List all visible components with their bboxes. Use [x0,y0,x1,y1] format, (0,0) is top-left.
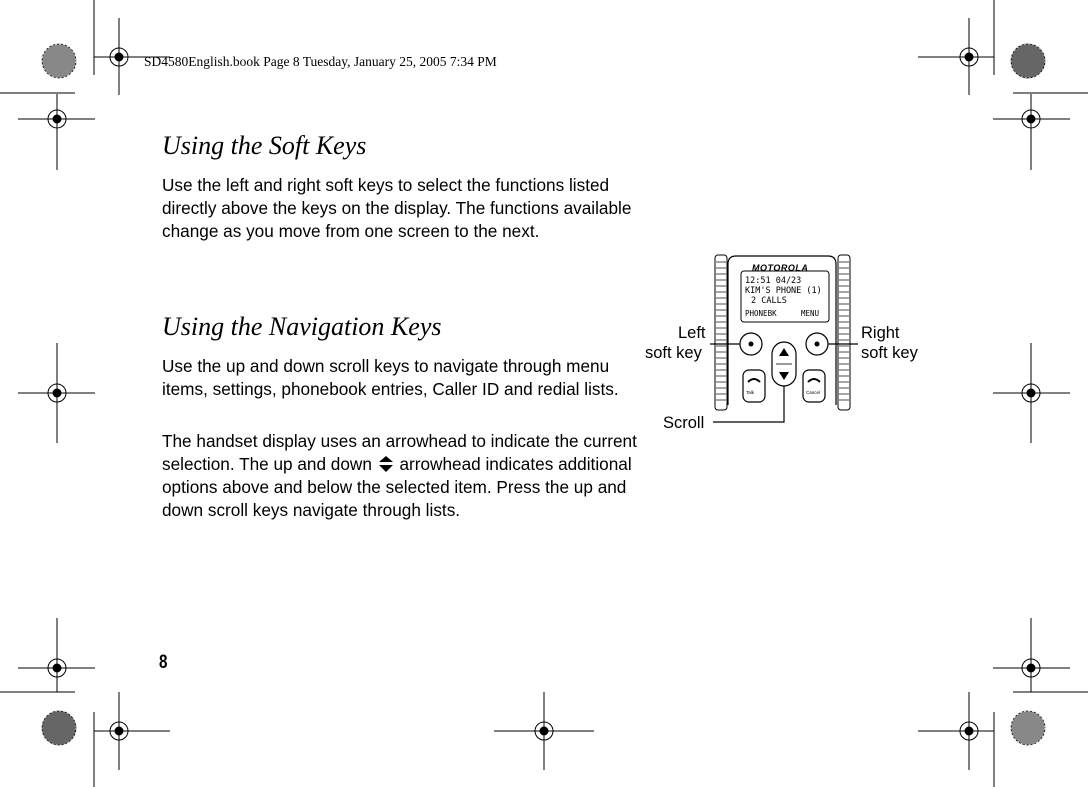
up-down-arrowhead-icon [379,456,393,472]
display-line-2: KIM'S PHONE (1) [745,286,822,296]
display-line-1: 12:51 04/23 [745,276,802,286]
navigation-keys-paragraph-1: Use the up and down scroll keys to navigate through menu items, settings, phonebook entries, Caller ID and redial lists. [162,356,619,399]
left-soft-key-label-line2: soft key [645,344,702,362]
navigation-keys-paragraph-2 [162,430,637,522]
soft-keys-heading: Using the Soft Keys [162,131,367,160]
display-softkey-left: PHONEBK [745,309,777,318]
navigation-keys-heading: Using the Navigation Keys [162,312,442,341]
scroll-key-label: Scroll [663,414,705,432]
right-soft-key-label-line1: Right [861,324,900,342]
paragraph-text-before: The handset display uses an arrowhead to indicate the current selection. The up and down [162,431,637,474]
paragraph-text-after: arrowhead indicates additional options above and below the selected item. Press the up and down scroll keys navigate through lists. [162,454,632,520]
display-line-3: 2 CALLS [751,296,787,306]
brand-logo: MOTOROLA [752,263,809,273]
soft-keys-paragraph: Use the left and right soft keys to select the functions listed directly above the keys on the display. The functions available change as you move from one screen to the next. [162,175,632,241]
handset-illustration [640,250,940,440]
display-softkey-right: MENU [801,309,820,318]
right-soft-key-label-line2: soft key [861,344,918,362]
file-header: SD4580English.book Page 8 Tuesday, January 25, 2005 7:34 PM [144,54,497,69]
left-soft-key-label-line1: Left [678,324,706,342]
talk-key-label: Talk [746,390,755,395]
cancel-key-label: Cancel [806,390,821,395]
page-number: 8 [159,652,168,673]
